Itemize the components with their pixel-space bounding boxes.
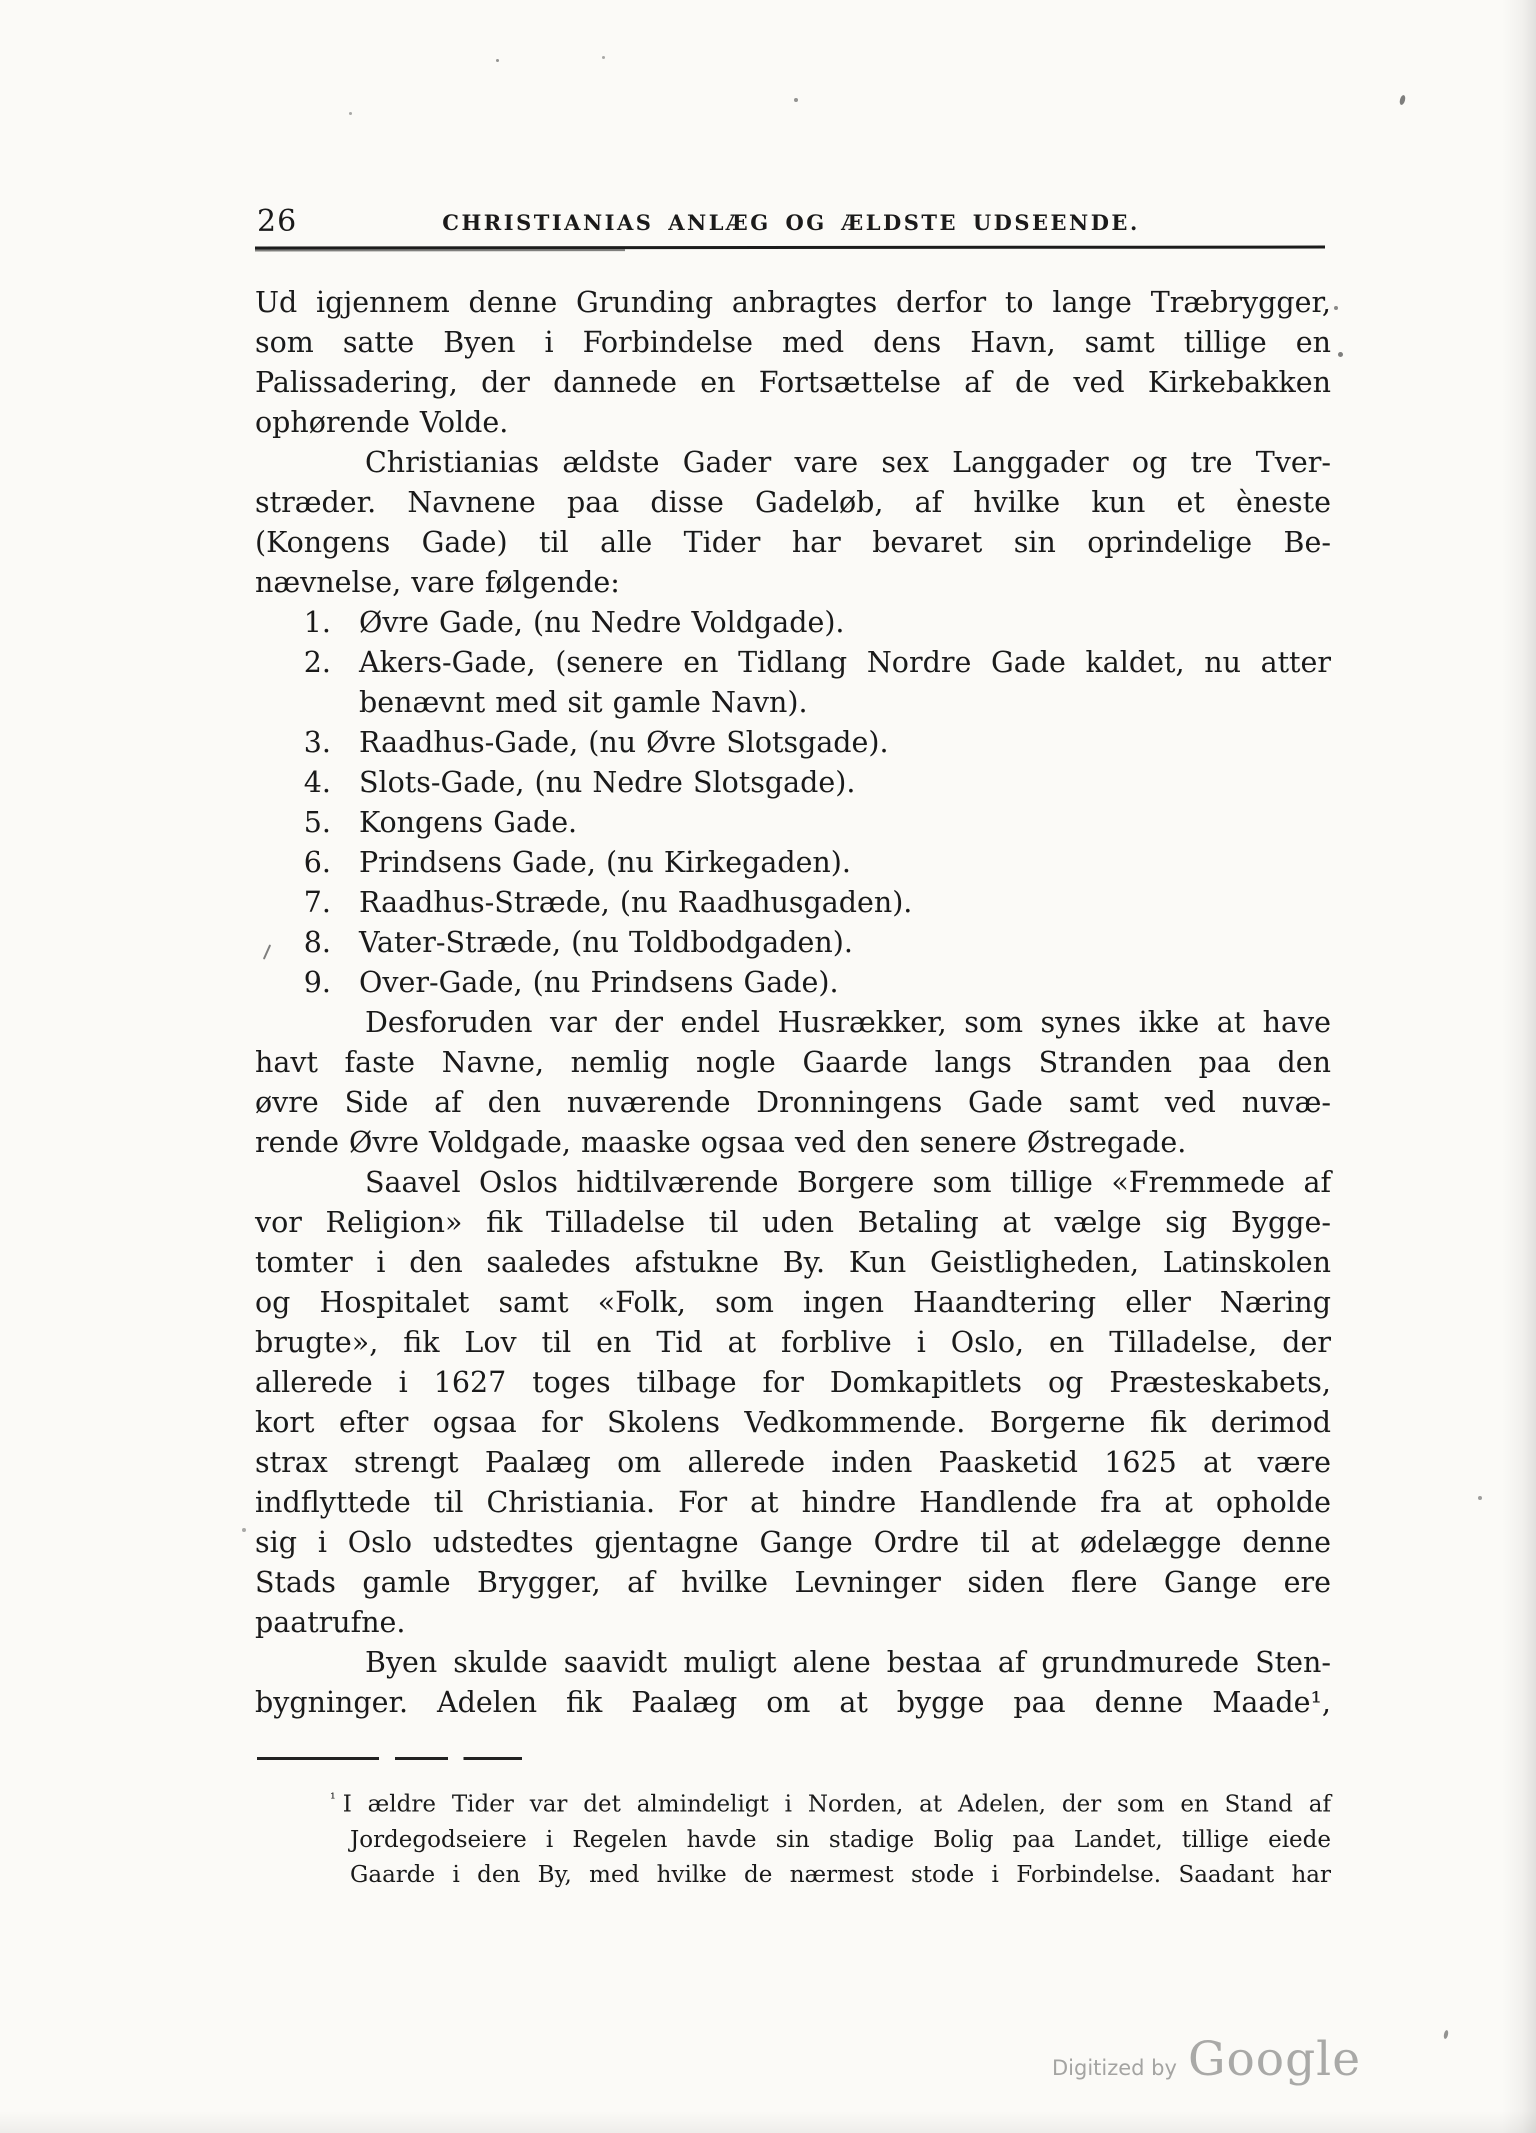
footnote-separator: [257, 1757, 522, 1760]
text-line: Over-Gade, (nu Prindsens Gade).: [359, 966, 839, 999]
list-item-number: 9.: [303, 966, 331, 999]
street-list: [255, 603, 1331, 1003]
list-item-number: 2.: [303, 646, 331, 679]
list-item-text: [359, 883, 1331, 923]
text-line: paatrufne.: [255, 1606, 406, 1639]
text-line: Akers-Gade, (senere en Tidlang Nordre Gade kaldet, nu atter: [359, 646, 1331, 679]
footnote: [255, 1782, 1331, 1893]
text-line: rende Øvre Voldgade, maaske ogsaa ved den senere Østregade.: [255, 1126, 1187, 1159]
text-line: som satte Byen i Forbindelse med dens Havn, samt tillige en: [255, 326, 1331, 359]
footnote-lines: [330, 1782, 1331, 1893]
paragraph: [255, 443, 1331, 603]
list-item-text: [359, 763, 1331, 803]
text-line: vor Religion» fik Tilladelse til uden Betaling at vælge sig Bygge-: [255, 1206, 1331, 1239]
watermark-text: Digitized by: [1052, 2056, 1177, 2080]
page-header: [255, 202, 1327, 246]
paragraph: [255, 1163, 1331, 1643]
text-line: sig i Oslo udstedtes gjentagne Gange Ordre til at ødelægge denne: [255, 1526, 1331, 1559]
running-title: CHRISTIANIAS ANLÆG OG ÆLDSTE UDSEENDE.: [442, 210, 1140, 235]
list-item-text: [359, 923, 1331, 963]
list-item-number: 3.: [303, 726, 331, 759]
text-line: Ud igjennem denne Grunding anbragtes derfor to lange Træbrygger,: [255, 286, 1331, 319]
page-number: 26: [257, 204, 298, 239]
text-line: benævnt med sit gamle Navn).: [359, 686, 808, 719]
scan-speck: [1399, 95, 1406, 106]
list-item-number: 4.: [303, 766, 331, 799]
list-item: [255, 643, 1331, 723]
list-item-number: 5.: [303, 806, 331, 839]
text-line: Kongens Gade.: [359, 806, 578, 839]
list-item-text: [359, 603, 1331, 643]
text-line: Saavel Oslos hidtilværende Borgere som tillige «Fremmede af: [365, 1166, 1331, 1199]
text-line: Christianias ældste Gader vare sex Langgader og tre Tver-: [365, 446, 1331, 479]
scan-speck: [349, 112, 352, 115]
list-item: [255, 923, 1331, 963]
text-line: brugte», fik Lov til en Tid at forblive i Oslo, en Tilladelse, der: [255, 1326, 1331, 1359]
text-line: øvre Side af den nuværende Dronningens Gade samt ved nuvæ-: [255, 1086, 1331, 1119]
text-line: Desforuden var der endel Husrækker, som synes ikke at have: [365, 1006, 1331, 1039]
list-item-number: 7.: [303, 886, 331, 919]
scan-speck: [242, 1528, 246, 1532]
list-item-text: [359, 843, 1331, 883]
paragraph: [255, 1003, 1331, 1163]
list-item: [255, 963, 1331, 1003]
text-line: Raadhus-Stræde, (nu Raadhusgaden).: [359, 886, 913, 919]
footnote-line: $^{^1}$ I ældre Tider var det almindeligt i Norden, at Adelen, der som en Stand af: [330, 1791, 1331, 1818]
list-item: [255, 763, 1331, 803]
text-line: og Hospitalet samt «Folk, som ingen Haandtering eller Næring: [255, 1286, 1331, 1319]
paragraph: [255, 283, 1331, 443]
list-item-text: [359, 963, 1331, 1003]
list-item: [255, 883, 1331, 923]
list-item-text: [359, 723, 1331, 763]
text-line: Raadhus-Gade, (nu Øvre Slotsgade).: [359, 726, 889, 759]
list-item-text: [359, 643, 1331, 723]
list-item-number: 6.: [303, 846, 331, 879]
text-line: bygninger. Adelen fik Paalæg om at bygge paa denne Maade¹,: [255, 1686, 1331, 1719]
list-item-number: 8.: [303, 926, 331, 959]
google-watermark: [1052, 2032, 1361, 2087]
text-line: (Kongens Gade) til alle Tider har bevaret sin oprindelige Be-: [255, 526, 1331, 559]
text-line: kort efter ogsaa for Skolens Vedkommende. Borgerne fik derimod: [255, 1406, 1331, 1439]
text-block: [255, 283, 1331, 1723]
scan-speck: [794, 98, 798, 102]
scan-speck: [496, 59, 499, 62]
text-line: Prindsens Gade, (nu Kirkegaden).: [359, 846, 851, 879]
paragraph: [255, 1643, 1331, 1723]
list-item: [255, 803, 1331, 843]
text-line: Stads gamle Brygger, af hvilke Levninger siden flere Gange ere: [255, 1566, 1331, 1599]
text-line: stræder. Navnene paa disse Gadeløb, af hvilke kun et èneste: [255, 486, 1331, 519]
text-line: Vater-Stræde, (nu Toldbodgaden).: [359, 926, 853, 959]
text-line: ophørende Volde.: [255, 406, 509, 439]
scan-speck: [602, 56, 605, 59]
list-item: [255, 723, 1331, 763]
list-item-number: 1.: [303, 606, 331, 639]
scan-speck: [1334, 306, 1338, 310]
text-line: nævnelse, vare følgende:: [255, 566, 620, 599]
text-line: strax strengt Paalæg om allerede inden Paasketid 1625 at være: [255, 1446, 1331, 1479]
list-item: [255, 843, 1331, 883]
scan-speck: [1338, 352, 1343, 357]
text-line: Slots-Gade, (nu Nedre Slotsgade).: [359, 766, 856, 799]
text-line: Øvre Gade, (nu Nedre Voldgade).: [359, 606, 845, 639]
text-line: allerede i 1627 toges tilbage for Domkapitlets og Præsteskabets,: [255, 1366, 1331, 1399]
text-line: Palissadering, der dannede en Fortsættelse af de ved Kirkebakken: [255, 366, 1331, 399]
text-line: indflyttede til Christiania. For at hindre Handlende fra at opholde: [255, 1486, 1331, 1519]
header-rule: [255, 246, 1325, 250]
footnote-line: Jordegodseiere i Regelen havde sin stadige Bolig paa Landet, tillige eiede: [350, 1826, 1331, 1853]
footnote-marker: ¹: [330, 1791, 336, 1807]
scan-speck: [1478, 1496, 1482, 1500]
scan-speck: [1443, 2030, 1449, 2040]
text-line: Byen skulde saavidt muligt alene bestaa af grundmurede Sten-: [365, 1646, 1331, 1679]
footnote-line: Gaarde i den By, med hvilke de nærmest stode i Forbindelse. Saadant har: [350, 1861, 1331, 1888]
text-line: tomter i den saaledes afstukne By. Kun Geistligheden, Latinskolen: [255, 1246, 1331, 1279]
list-item-text: [359, 803, 1331, 843]
google-logo: Google: [1187, 2032, 1362, 2087]
list-item: [255, 603, 1331, 643]
text-line: havt faste Navne, nemlig nogle Gaarde langs Stranden paa den: [255, 1046, 1331, 1079]
